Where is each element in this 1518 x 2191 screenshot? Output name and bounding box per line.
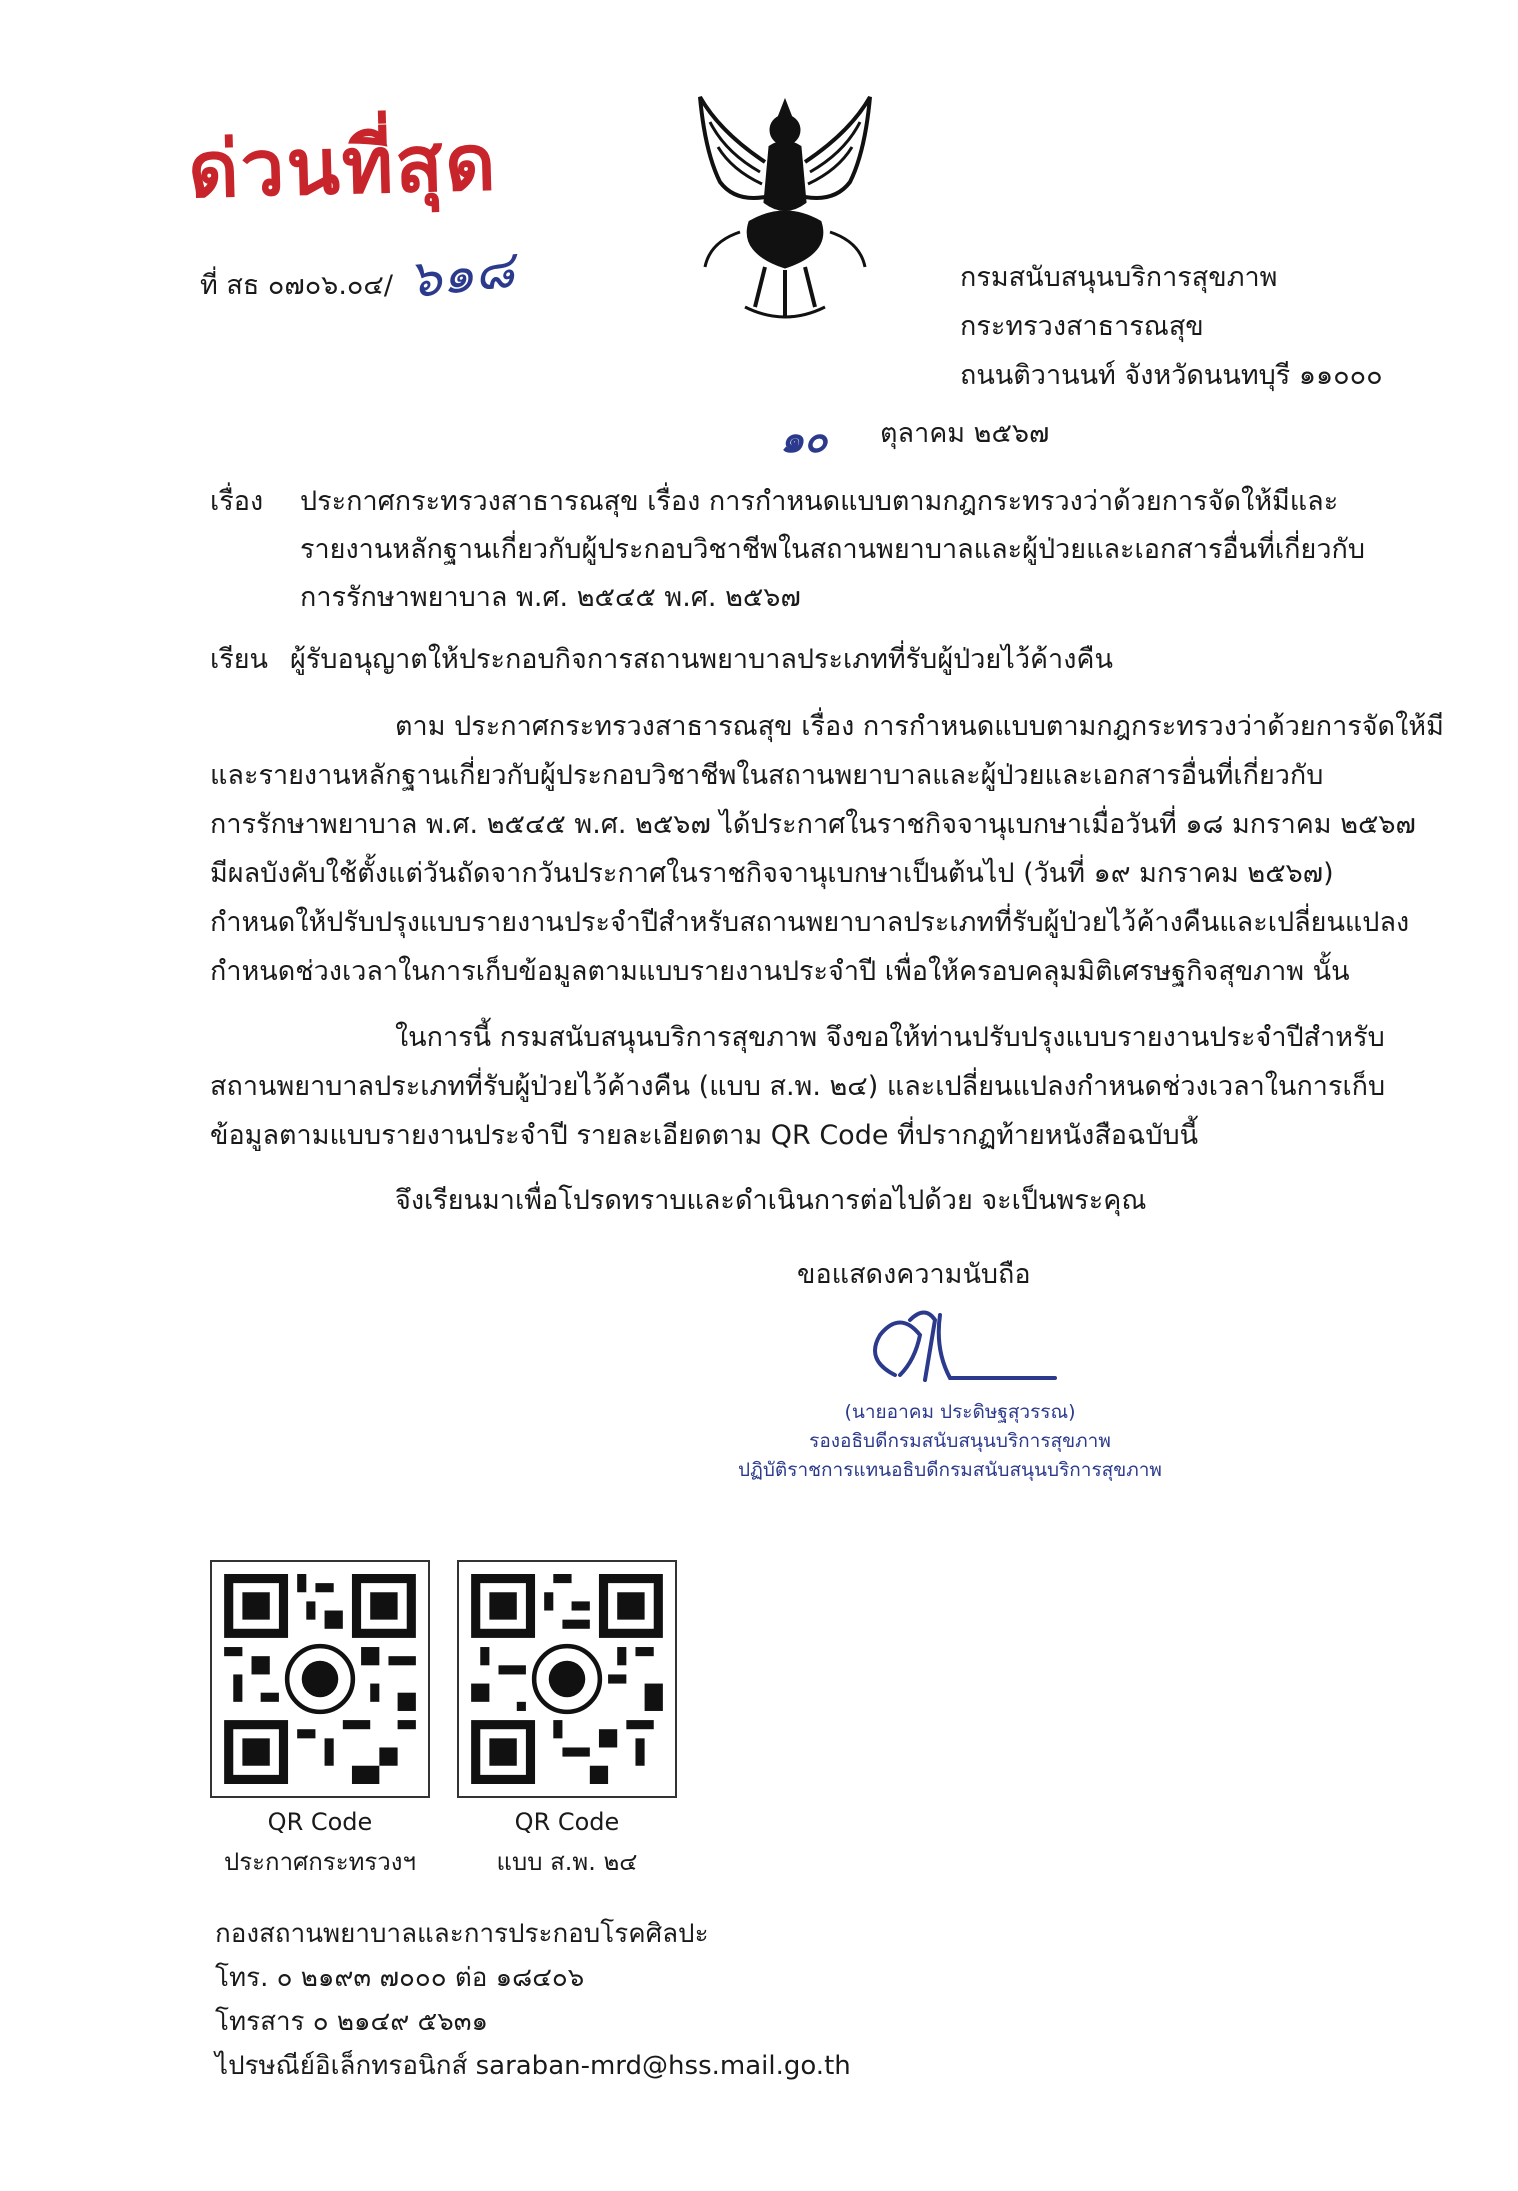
subject-line-1: ประกาศกระทรวงสาธารณสุข เรื่อง การกำหนดแบบตามกฎกระทรวงว่าด้วยการจัดให้มีและ <box>300 486 1339 517</box>
signatory-position-1: รองอธิบดีกรมสนับสนุนบริการสุขภาพ <box>809 1430 1111 1452</box>
contact-email: ไปรษณีย์อิเล็กทรอนิกส์ saraban-mrd@hss.mail.go.th <box>215 2051 851 2081</box>
document-number: ที่ สธ ๐๗๐๖.๐๔/ <box>200 270 393 301</box>
urgency-stamp: ด่วนที่สุด <box>186 116 499 217</box>
ministry-name: กระทรวงสาธารณสุข <box>960 311 1204 342</box>
salutation-label: เรียน <box>210 644 269 675</box>
closing-phrase: ขอแสดงความนับถือ <box>797 1259 1031 1290</box>
closing-request: จึงเรียนมาเพื่อโปรดทราบและดำเนินการต่อไปด้วย จะเป็นพระคุณ <box>395 1185 1147 1216</box>
signatory-position-2: ปฏิบัติราชการแทนอธิบดีกรมสนับสนุนบริการสุขภาพ <box>738 1459 1162 1481</box>
date-month-year: ตุลาคม ๒๕๖๗ <box>880 418 1050 449</box>
qr2-caption-1: QR Code <box>514 1808 620 1836</box>
handwritten-document-number: ๖๑๘ <box>405 239 518 311</box>
contact-division: กองสถานพยาบาลและการประกอบโรคศิลปะ <box>215 1919 709 1949</box>
paragraph2-line-2: สถานพยาบาลประเภทที่รับผู้ป่วยไว้ค้างคืน (แบบ ส.พ. ๒๔) และเปลี่ยนแปลงกำหนดช่วงเวลาในการเก็บ <box>210 1071 1386 1102</box>
subject-line-3: การรักษาพยาบาล พ.ศ. ๒๕๔๕ พ.ศ. ๒๕๖๗ <box>300 582 801 613</box>
qr-code-form[interactable] <box>457 1560 677 1798</box>
contact-phone: โทร. ๐ ๒๑๙๓ ๗๐๐๐ ต่อ ๑๘๔๐๖ <box>215 1963 585 1993</box>
paragraph1-line-3: การรักษาพยาบาล พ.ศ. ๒๕๔๕ พ.ศ. ๒๕๖๗ ได้ประกาศในราชกิจจานุเบกษาเมื่อวันที่ ๑๘ มกราคม ๒๕๖๗ <box>210 809 1416 840</box>
salutation-recipient: ผู้รับอนุญาตให้ประกอบกิจการสถานพยาบาลประเภทที่รับผู้ป่วยไว้ค้างคืน <box>290 644 1113 675</box>
contact-fax: โทรสาร ๐ ๒๑๔๙ ๕๖๓๑ <box>215 2007 488 2037</box>
paragraph1-line-1: ตาม ประกาศกระทรวงสาธารณสุข เรื่อง การกำหนดแบบตามกฎกระทรวงว่าด้วยการจัดให้มี <box>395 711 1444 742</box>
agency-address: ถนนติวานนท์ จังหวัดนนทบุรี ๑๑๐๐๐ <box>960 360 1383 391</box>
paragraph1-line-5: กำหนดให้ปรับปรุงแบบรายงานประจำปีสำหรับสถานพยาบาลประเภทที่รับผู้ป่วยไว้ค้างคืนและเปลี่ยนแปลง <box>210 907 1410 938</box>
qr-code-announcement[interactable] <box>210 1560 430 1798</box>
qr-code-icon <box>471 1574 663 1784</box>
qr-code-icon <box>224 1574 416 1784</box>
paragraph1-line-6: กำหนดช่วงเวลาในการเก็บข้อมูลตามแบบรายงานประจำปี เพื่อให้ครอบคลุมมิติเศรษฐกิจสุขภาพ นั้น <box>210 956 1350 987</box>
subject-line-2: รายงานหลักฐานเกี่ยวกับผู้ประกอบวิชาชีพในสถานพยาบาลและผู้ป่วยและเอกสารอื่นที่เกี่ยวกับ <box>300 534 1365 565</box>
garuda-emblem-icon <box>680 92 890 327</box>
qr1-caption-2: ประกาศกระทรวงฯ <box>224 1848 416 1876</box>
paragraph1-line-2: และรายงานหลักฐานเกี่ยวกับผู้ประกอบวิชาชีพในสถานพยาบาลและผู้ป่วยและเอกสารอื่นที่เกี่ยวกับ <box>210 760 1324 791</box>
paragraph1-line-4: มีผลบังคับใช้ตั้งแต่วันถัดจากวันประกาศในราชกิจจานุเบกษาเป็นต้นไป (วันที่ ๑๙ มกราคม ๒๕๖๗) <box>210 858 1334 889</box>
qr1-caption-1: QR Code <box>267 1808 373 1836</box>
subject-label: เรื่อง <box>210 486 264 517</box>
agency-name: กรมสนับสนุนบริการสุขภาพ <box>960 262 1278 293</box>
signature-icon <box>855 1300 1065 1400</box>
signatory-name: (นายอาคม ประดิษฐสุวรรณ) <box>844 1401 1076 1423</box>
paragraph2-line-3: ข้อมูลตามแบบรายงานประจำปี รายละเอียดตาม QR Code ที่ปรากฏท้ายหนังสือฉบับนี้ <box>210 1120 1199 1151</box>
date-day-handwritten: ๑๐ <box>780 416 828 461</box>
qr2-caption-2: แบบ ส.พ. ๒๔ <box>496 1848 638 1876</box>
paragraph2-line-1: ในการนี้ กรมสนับสนุนบริการสุขภาพ จึงขอให้ท่านปรับปรุงแบบรายงานประจำปีสำหรับ <box>395 1022 1385 1053</box>
